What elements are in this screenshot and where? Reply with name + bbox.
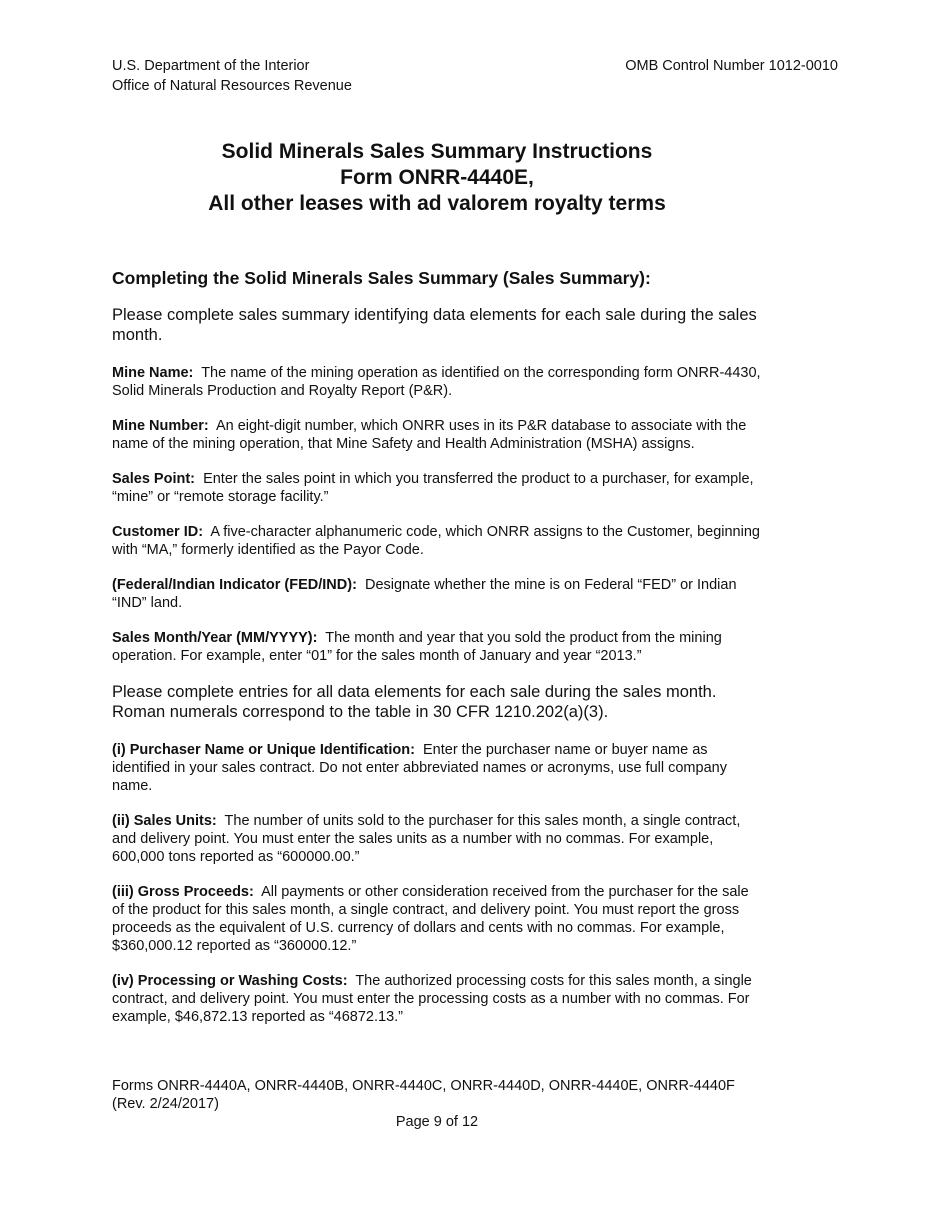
item-sales-units [112, 812, 762, 866]
item-label: (iv) Processing or Washing Costs: [112, 973, 348, 989]
title-line-1: Solid Minerals Sales Summary Instructions [221, 140, 653, 163]
instructions-body [112, 305, 762, 1043]
item-mine-number [112, 417, 762, 453]
item-processing-costs [112, 972, 762, 1026]
intro-paragraph-1: Please complete sales summary identifying data elements for each sale during the sales month. [112, 306, 757, 344]
item-sales-month-year [112, 629, 762, 665]
item-text: An eight-digit number, which ONRR uses in its P&R database to associate with the name of the mining operation, that Mine Safety and Health Administration (MSHA) assigns. [112, 418, 747, 452]
forms-footer: Forms ONRR-4440A, ONRR-4440B, ONRR-4440C, ONRR-4440D, ONRR-4440E, ONRR-4440F (Rev. 2/24/2017) [112, 1078, 735, 1112]
item-label: (iii) Gross Proceeds: [112, 884, 254, 900]
item-purchaser-name [112, 741, 762, 795]
item-fed-ind-indicator [112, 576, 762, 612]
item-gross-proceeds [112, 883, 762, 955]
item-text: A five-character alphanumeric code, which ONRR assigns to the Customer, beginning with “MA,” formerly identified as the Payor Code. [112, 524, 760, 558]
item-label: (i) Purchaser Name or Unique Identification: [112, 742, 415, 758]
item-text: All payments or other consideration received from the purchaser for the sale of the product for this sales month, a single contract, and delivery point. You must report the gross proceeds as the equivalent of U.S. currency of dollars and cents with no commas. For example, $360,000.12 reported as “360000.12.” [112, 884, 749, 954]
item-label: (ii) Sales Units: [112, 813, 217, 829]
omb-control-number: OMB Control Number 1012-0010 [625, 58, 838, 74]
title-line-3: All other leases with ad valorem royalty terms [208, 192, 666, 215]
document-title [0, 139, 874, 217]
title-line-2: Form ONRR-4440E, [340, 166, 534, 189]
item-label: Customer ID: [112, 524, 204, 540]
item-text: Enter the purchaser name or buyer name as identified in your sales contract. Do not enter abbreviated names or acronyms, use full company name. [112, 742, 727, 794]
item-label: Mine Number: [112, 418, 209, 434]
item-customer-id [112, 523, 762, 559]
item-text: The number of units sold to the purchaser for this sales month, a single contract, and delivery point. You must enter the sales units as a number with no commas. For example, 600,000 tons reported as “600000.00.” [112, 813, 741, 865]
item-text: Designate whether the mine is on Federal “FED” or Indian “IND” land. [112, 577, 737, 611]
agency-header [112, 56, 352, 96]
item-label: Sales Point: [112, 471, 195, 487]
intro-paragraph-2: Please complete entries for all data elements for each sale during the sales month. Roman numerals correspond to the table in 30 CFR 1210.202(a)(3). [112, 683, 717, 721]
agency-line-2: Office of Natural Resources Revenue [112, 78, 352, 94]
item-text: The authorized processing costs for this sales month, a single contract, and delivery point. You must enter the processing costs as a number with no commas. For example, $46,872.13 reported as “46872.13.” [112, 973, 752, 1025]
item-label: (Federal/Indian Indicator (FED/IND): [112, 577, 357, 593]
item-label: Sales Month/Year (MM/YYYY): [112, 630, 318, 646]
item-text: The month and year that you sold the product from the mining operation. For example, enter “01” for the sales month of January and year “2013.” [112, 630, 722, 664]
page-number: Page 9 of 12 [395, 1114, 479, 1130]
item-text: The name of the mining operation as identified on the corresponding form ONRR-4430, Solid Minerals Production and Royalty Report (P&R). [112, 365, 761, 399]
item-sales-point [112, 470, 762, 506]
item-mine-name [112, 364, 762, 400]
section-heading: Completing the Solid Minerals Sales Summary (Sales Summary): [112, 268, 651, 288]
agency-line-1: U.S. Department of the Interior [112, 58, 310, 74]
item-text: Enter the sales point in which you transferred the product to a purchaser, for example, “mine” or “remote storage facility.” [112, 471, 754, 505]
item-label: Mine Name: [112, 365, 194, 381]
